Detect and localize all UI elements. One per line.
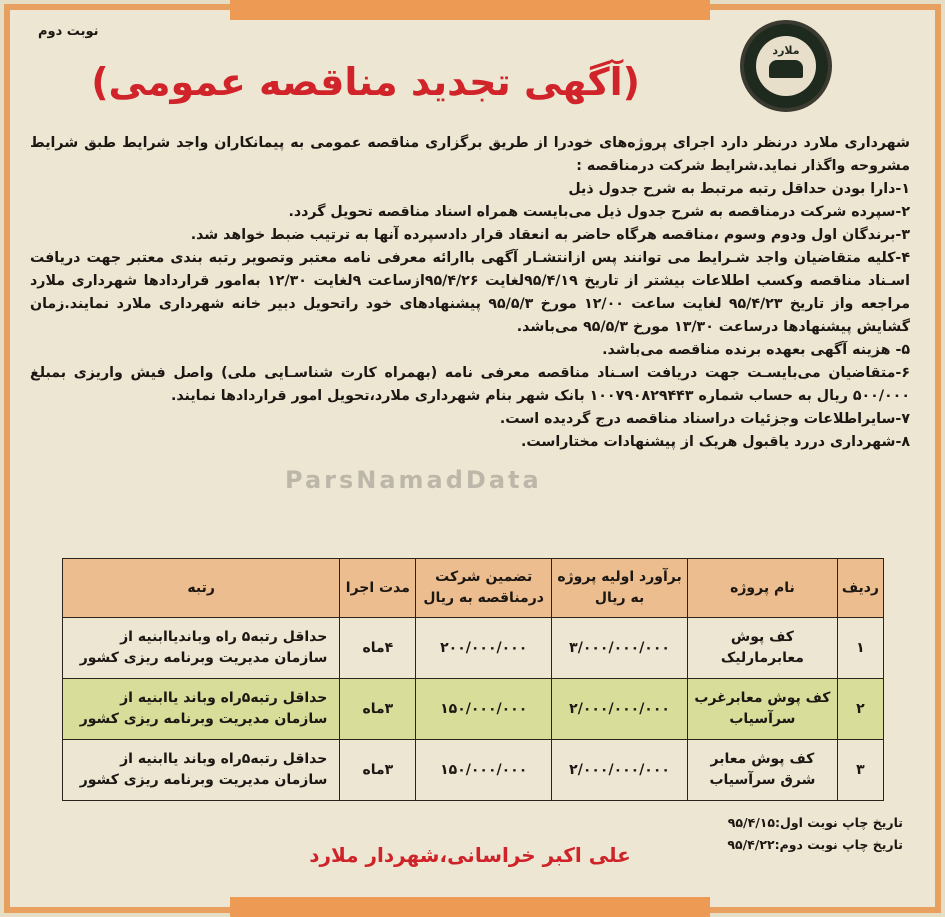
- frame-top-band: [230, 0, 710, 20]
- header-duration: مدت اجرا: [340, 559, 416, 618]
- header-guarantee: تضمین شرکت درمناقصه به ریال: [416, 559, 552, 618]
- print-dates: [720, 812, 903, 856]
- watermark: ParsNamadData: [285, 466, 542, 494]
- condition-6: ۶-متقاضیان می‌بایسـت جهت دریافت اسـناد مناقصه معرفی نامه (بهمراه کارت شناسـایی ملی) واصل فیش واریزی بمبلغ ۵۰۰/۰۰۰ ریال به حساب شماره ۱۰۰۷۹۰۸۲۹۴۴۳ بانک شهر بنام شهرداری ملارد،تحویل امور قراردادها نمایند.: [30, 365, 910, 404]
- condition-3: ۳-برندگان اول ودوم وسوم ،مناقصه هرگاه حاضر به انعقاد قرار دادسپرده آنها به ترتیب ضبط خواهد شد.: [190, 227, 910, 243]
- cell-duration: ۴ماه: [340, 618, 416, 679]
- cell-estimate: ۳/۰۰۰/۰۰۰/۰۰۰: [552, 618, 688, 679]
- mayor-signature: علی اکبر خراسانی،شهردار ملارد: [309, 843, 631, 867]
- cell-guarantee: ۱۵۰/۰۰۰/۰۰۰: [416, 740, 552, 801]
- cell-rank: حداقل رتبه۵راه وباند یاابنیه از سازمان مدیریت وبرنامه ریزی کشور: [63, 679, 340, 740]
- cell-project-name: کف پوش معابرغرب سرآسیاب: [688, 679, 838, 740]
- cell-guarantee: ۱۵۰/۰۰۰/۰۰۰: [416, 679, 552, 740]
- notice-title: (آگهی تجدید مناقصه عمومی): [91, 60, 640, 104]
- cell-estimate: ۲/۰۰۰/۰۰۰/۰۰۰: [552, 679, 688, 740]
- cell-rank: حداقل رتبه۵ راه وباندیاابنیه از سازمان مدیریت وبرنامه ریزی کشور: [63, 618, 340, 679]
- print-date-first: تاریخ چاپ نوبت اول:۹۵/۴/۱۵: [727, 815, 903, 830]
- cell-duration: ۳ماه: [340, 740, 416, 801]
- table-row: [63, 618, 884, 679]
- condition-4: ۴-کلیه متقاضیان واجد شـرایط می توانند پس ازانتشـار آگهی باارائه معرفی نامه معتبر وتصویر رتبه بندی معتبر جهت دریافت اسـناد مناقصه وکسب اطلاعات بیشتر از تاریخ ۹۵/۴/۱۹لغایت ۹۵/۴/۲۶ازساعت ۹لغایت ۱۲/۳۰ به‌امور قراردادها شهرداری ملارد مراجعه واز تاریخ ۹۵/۴/۲۳ لغایت ساعت ۱۲/۰۰ مورخ ۹۵/۵/۳ پیشنهادهای خود راتحویل دبیر خانه شهرداری ملارد نمایند.زمان گشایش پیشنهادها درساعت ۱۳/۳۰ مورخ ۹۵/۵/۳ می‌باشد.: [30, 250, 910, 335]
- condition-2: ۲-سپرده شرکت درمناقصه به شرح جدول ذیل می‌بایست همراه اسناد مناقصه تحویل گردد.: [288, 204, 910, 220]
- cell-project-name: کف پوش معابر شرق سرآسیاب: [688, 740, 838, 801]
- table-row: [63, 679, 884, 740]
- cell-guarantee: ۲۰۰/۰۰۰/۰۰۰: [416, 618, 552, 679]
- cell-estimate: ۲/۰۰۰/۰۰۰/۰۰۰: [552, 740, 688, 801]
- header-project-name: نام پروژه: [688, 559, 838, 618]
- cell-rank: حداقل رتبه۵راه وباند یاابنیه از سازمان مدیریت وبرنامه ریزی کشور: [63, 740, 340, 801]
- cell-row-number: ۲: [837, 679, 883, 740]
- logo-emblem-icon: [756, 36, 816, 96]
- condition-1: ۱-دارا بودن حداقل رتبه مرتبط به شرح جدول ذیل: [568, 181, 910, 197]
- intro-paragraph: شهرداری ملارد درنظر دارد اجرای پروژه‌های خودرا از طریق برگزاری مناقصه عمومی به پیمانکاران واجد شرایط طبق شرایط مشروحه واگذار نماید.شرایط شرکت درمناقصه :: [30, 135, 910, 174]
- frame-bottom-band: [230, 897, 710, 917]
- municipality-logo: [740, 20, 832, 112]
- cell-duration: ۳ماه: [340, 679, 416, 740]
- round-label: نوبت دوم: [38, 24, 99, 39]
- notice-body: [30, 132, 910, 454]
- cell-row-number: ۱: [837, 618, 883, 679]
- table-row: [63, 740, 884, 801]
- condition-7: ۷-سایراطلاعات وجزئیات دراسناد مناقصه درج گردیده است.: [499, 411, 910, 427]
- cell-row-number: ۳: [837, 740, 883, 801]
- header-estimate: برآورد اولیه پروژه به ریال: [552, 559, 688, 618]
- condition-8: ۸-شهرداری دررد یاقبول هریک از پیشنهادات مختاراست.: [521, 434, 910, 450]
- logo-text: ملارد: [772, 44, 800, 57]
- header-row-number: ردیف: [837, 559, 883, 618]
- header-rank: رتبه: [63, 559, 340, 618]
- print-date-second: تاریخ چاپ نوبت دوم:۹۵/۴/۲۲: [727, 837, 903, 852]
- condition-5: ۵- هزینه آگهی بعهده برنده مناقصه می‌باشد.: [602, 342, 910, 358]
- cell-project-name: کف پوش معابرمارلیک: [688, 618, 838, 679]
- projects-table: [62, 558, 884, 801]
- table-header-row: [63, 559, 884, 618]
